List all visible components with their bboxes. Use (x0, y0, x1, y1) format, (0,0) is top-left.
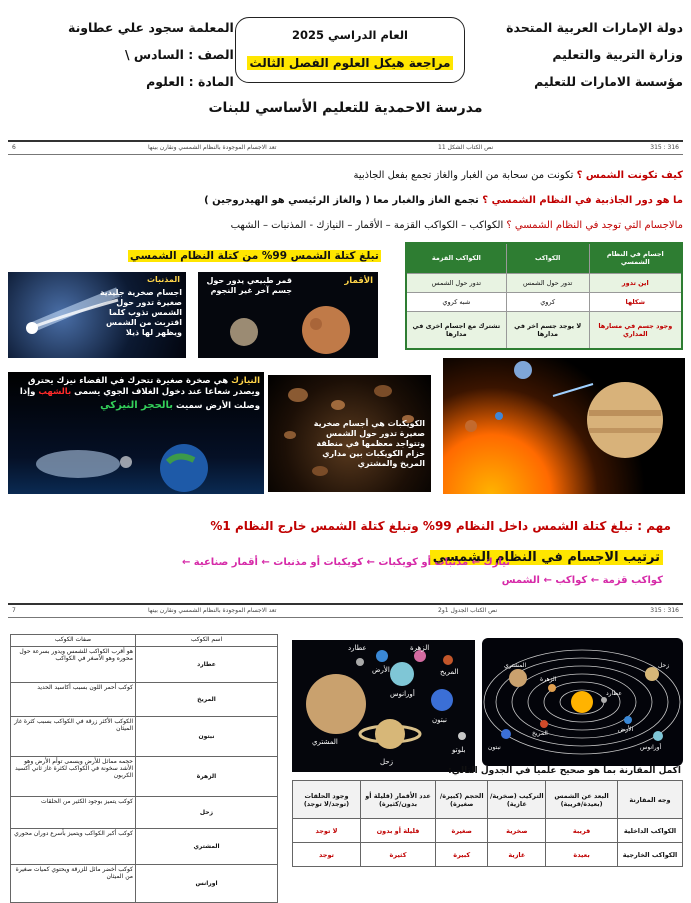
compare-cell: لا توجد (293, 819, 361, 843)
summary-cell: شبه كروي (406, 292, 506, 311)
planet-traits-table (10, 634, 278, 903)
ministry-block (506, 14, 683, 95)
order-lines (130, 551, 510, 575)
page-bar-ref: نص الكتاب الجدول 1و2 (438, 607, 498, 614)
planet-label: الزهرة (410, 644, 430, 652)
page-bar (8, 140, 683, 155)
page-bar-pages: 315 : 316 (650, 144, 679, 151)
compare-header: وجود الحلقات (توجد/لا توجد) (293, 781, 361, 819)
important-text: تبلغ كتلة الشمس داخل النظام 99% وتبلغ كتلة الشمس خارج النظام 1% (210, 519, 638, 533)
traits-desc: كوكب يتميز بوجود الكثير من الحلقات (11, 797, 136, 829)
traits-desc: الكوكب الأكثر زرقة في الكواكب بسبب كثرة غاز الميثان (11, 717, 136, 757)
planet-name: الزهرة (136, 757, 278, 797)
school-year: العام الدراسي 2025 (292, 28, 408, 42)
page-bar-title: تعد الاجسام الموجودة بالنظام الشمسي ونقارن بينها (148, 144, 277, 151)
asteroids-image (268, 375, 431, 492)
summary-cell: تدور حول الشمس (506, 273, 589, 292)
orbit-label: الزهرة (540, 676, 557, 683)
compare-cell: قليلة أو بدون (361, 819, 436, 843)
subject-label: المادة : العلوم (146, 74, 234, 89)
solar-system-image (443, 358, 685, 494)
page-bar-title: تعد الاجسام الموجودة بالنظام الشمسي ونقارن بينها (148, 607, 277, 614)
compare-cell: غازية (488, 843, 546, 867)
planets-icon (443, 358, 685, 494)
compare-row-label: الكواكب الداخلية (618, 819, 683, 843)
summary-cell: لا يوجد جسم اخر في مدارها (506, 312, 589, 349)
planets-lineup-icon (292, 640, 475, 772)
page-number: 7 (12, 607, 16, 614)
compare-header: التركيب (صخرية/غازية) (488, 781, 546, 819)
planet-name: زحل (136, 797, 278, 829)
order-line: نيازك ← مذنبات أو كويكبات ← كويكبات أو مذنبات ← أقمار صناعية ← (181, 557, 510, 568)
sun-mass-note: تبلغ كتلة الشمس 99% من كتلة النظام الشمسي (130, 250, 379, 262)
summary-header: اجسام في النظام الشمسي (589, 243, 682, 273)
planet-label: أورانوس (390, 690, 415, 698)
order-line: كواكب قزمة ← كواكب ← الشمس (501, 575, 663, 586)
header-right-line: وزارة التربية والتعليم (552, 47, 683, 62)
compare-cell: توجد (293, 843, 361, 867)
planet-label: المشتري (312, 738, 338, 746)
compare-cell: قريبة (546, 819, 618, 843)
school-name: مدرسة الاحمدية للتعليم الأساسي للبنات (208, 100, 483, 116)
compare-cell: كثيرة (361, 843, 436, 867)
teacher-block (68, 14, 234, 95)
moons-title: الأقمار (344, 276, 373, 286)
question: ما هو دور الجاذبية في النظام الشمسي ؟ (482, 195, 683, 206)
answer: تكونت من سحابة من الغبار والغاز تجمع بفعل الجاذبية (353, 170, 577, 181)
planets-picture (292, 640, 475, 772)
traits-header: اسم الكوكب (136, 635, 278, 647)
planet-label: نبتون (432, 716, 447, 724)
compare-cell: بعيدة (546, 843, 618, 867)
compare-prompt: اكمل المقارنة بما هو صحيح علمياً في الجدول التالي: (448, 766, 681, 776)
compare-cell: كبيرة (435, 843, 488, 867)
summary-cell: اين تدور (589, 273, 682, 292)
orbit-label: المريخ (532, 730, 548, 737)
summary-cell: تدور حول الشمس (406, 273, 506, 292)
traits-desc: هو أقرب الكواكب للشمس ويدور بسرعة حول محوره وهو الأصغر في الكواكب (11, 647, 136, 683)
question: كيف تكونت الشمس ؟ (576, 170, 683, 181)
summary-cell: تشترك مع اجسام اخرى في مدارها (406, 312, 506, 349)
meteor-image (8, 372, 264, 494)
answer: تجمع الغاز والغبار معا ( والغاز الرئيسي هو الهيدروجين ) (204, 195, 483, 206)
orbits-picture (482, 638, 683, 766)
planet-label: زحل (380, 758, 394, 766)
summary-cell: وجود جسم في مسارها المداري (589, 312, 682, 349)
compare-cell: صغيرة (435, 819, 488, 843)
planet-name: المشتري (136, 829, 278, 865)
order-title: ترتيب الاجسام في النظام الشمسي (430, 550, 663, 565)
summary-header: الكواكب (506, 243, 589, 273)
comets-title: المذنبات (146, 275, 180, 284)
planet-label: الأرض (372, 666, 390, 674)
traits-desc: كوكب أكبر الكواكب ويتميز بأسرع دوران محوري (11, 829, 136, 865)
answer: الكواكب – الكواكب القزمة – الأقمار – النيازك - المذنبات – الشهب (230, 220, 507, 231)
teacher-name: المعلمة سجود علي عطاونة (68, 20, 234, 35)
meteor-caption (12, 376, 260, 412)
meteorite-term: بالحجر النيزكي (100, 399, 174, 411)
compare-header: عدد الأقمار (قليلة أو بدون/كثيرة) (361, 781, 436, 819)
planet-label: عطارد (348, 644, 367, 652)
summary-cell: كروي (506, 292, 589, 311)
planet-name: المريخ (136, 683, 278, 717)
orbit-label: نبتون (488, 744, 501, 751)
orbit-label: عطارد (606, 690, 622, 697)
page-number: 6 (12, 144, 16, 151)
compare-cell: صخرية (488, 819, 546, 843)
comet-image (8, 272, 186, 358)
orbit-label: الأرض (618, 726, 634, 733)
page-bar-ref: نص الكتاب الشكل 11 (438, 144, 494, 151)
title-box (235, 17, 465, 83)
qa-block (43, 163, 683, 238)
page-bar-pages: 315 : 316 (650, 607, 679, 614)
planet-name: عطارد (136, 647, 278, 683)
header-right-line: دولة الإمارات العربية المتحدة (506, 20, 683, 35)
meteor-text-2: وإذا وصلت الأرض سميت (19, 387, 260, 411)
orbit-label: زحل (658, 662, 670, 669)
traits-header: صفات الكوكب (11, 635, 136, 647)
compare-header: وجه المقارنة (618, 781, 683, 819)
summary-header: الكواكب القزمة (406, 243, 506, 273)
summary-cell: شكلها (589, 292, 682, 311)
review-title: مراجعة هيكل العلوم الفصل الثالث (247, 56, 454, 70)
planet-label: بلوتو (452, 746, 466, 754)
traits-desc: كوكب أحمر اللون بسبب أكاسيد الحديد (11, 683, 136, 717)
question: مالاجسام التي توجد في النظام الشمسي ؟ (506, 220, 683, 231)
shooting-star-term: بالشهب (38, 387, 72, 398)
orbit-label: أورانوس (640, 744, 662, 751)
planet-name: اورانس (136, 865, 278, 903)
important-label: مهم : (637, 519, 671, 533)
planet-label: المريخ (440, 668, 459, 676)
compare-table (292, 780, 683, 867)
planet-name: نبتون (136, 717, 278, 757)
moons-text: قمر طبيعي يدور حول جسم آخر غير النجوم (206, 276, 292, 295)
important-note (210, 519, 671, 533)
asteroids-text: الكويكبات هي أجسام صخرية صغيرة تدور حول الشمس وتتواجد معظمها في منطقة حزام الكويكبات بين مداري المريخ والمشتري (313, 419, 425, 468)
grade-label: الصف : السادس \ (124, 47, 234, 62)
page-bar (8, 603, 683, 618)
moons-image (198, 272, 378, 358)
meteor-text: هي صخرة صغيرة تتحرك في الفضاء نيزك يحترق ويصدر شعاعا عند دخول الغلاف الجوي يسمى (27, 376, 260, 398)
traits-desc: حجمه مماثل للأرض ويسمى توأم الأرض وهو الأشد سخونة في الكواكب لكثرة غاز ثاني أكسيد الكربون (11, 757, 136, 797)
header-right-line: مؤسسة الامارات للتعليم (534, 74, 683, 89)
compare-row-label: الكواكب الخارجية (618, 843, 683, 867)
summary-table (405, 242, 683, 350)
meteor-title: النيازك (231, 376, 260, 386)
comets-text: اجسام صخرية جليدية صغيرة تدور حول الشمس تذوب كلما اقتربت من الشمس ويظهر لها ذيلا (99, 288, 182, 337)
compare-header: الحجم (كبيرة/صغيرة) (435, 781, 488, 819)
traits-desc: كوكب أخضر مائل للزرقة ويحتوي كميات صغيرة من الميثان (11, 865, 136, 903)
orbit-label: المشتري (504, 662, 527, 669)
compare-header: البعد عن الشمس (بعيدة/قريبة) (546, 781, 618, 819)
